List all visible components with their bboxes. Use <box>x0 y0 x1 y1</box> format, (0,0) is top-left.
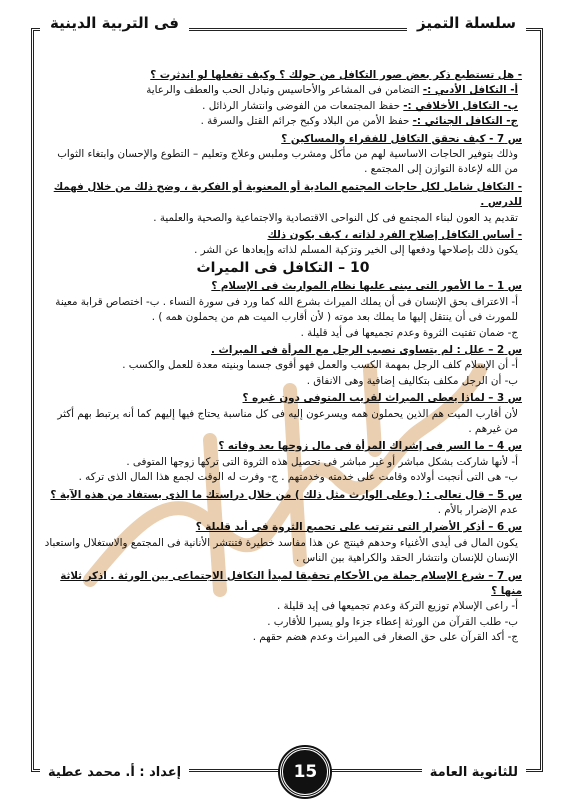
answer-line: يكون المال فى أيدى الأغنياء وحدهم فينتج عن هذا مفاسد خطيرة فتنتشر الأنانية فى المجتمع والاستغلال واستعباد الإنسان للإنسان وانتشار الحقد والكراهية بين الناس . <box>44 536 518 565</box>
answer-line: عدم الإضرار بالأم . <box>437 503 518 516</box>
answer-line: ج- ضمان تفتيت الثروة وعدم تجميعها فى أيد قليلة . <box>300 326 518 339</box>
question-line: س 7 – شرع الإسلام جملة من الأحكام تحقيقا لمبدأ التكافل الاجتماعى بين الورثة . اذكر ثلاثة منها ؟ <box>60 569 522 597</box>
answer-text: التضامن فى المشاعر والأحاسيس وتبادل الحب والعطف والرعاية <box>146 84 423 97</box>
answer-line: ب- أن الرجل مكلف بتكاليف إضافية وهى الانفاق . <box>306 374 518 387</box>
answer-line: أ- الاعتراف بحق الإنسان فى أن يملك الميراث بشرع الله كما ورد فى سورة النساء . ب- اختصاص قرابة معينة للمورث فى أن ينتقل إليها ما يملك بعد موته ( لأن أقارب الميت هم من يحملون همه ) . <box>55 295 518 324</box>
question-line: س 2 – علل : لم يتساوى نصيب الرجل مع المرأة فى الميراث . <box>211 343 522 356</box>
answer-line: ب- طلب القرآن من الورثة إعطاء جزءا ولو يسيرا للأقارب . <box>267 615 518 628</box>
answer-line: لأن أقارب الميت هم الذين يحملون همه ويسرعون إليه فى كل مناسبة يحتاج فيها إليهم كما أنه يرتبط بهم أكثر من غيرهم . <box>57 407 518 435</box>
audience-label: للثانوية العامة <box>422 765 526 780</box>
answer-line: أ- أن الإسلام كلف الرجل بمهمة الكسب والعمل فهو أقوى جسما وبنيته معدة للعمل والكسب . <box>122 359 518 372</box>
answer-line: ج- أكد القرآن على حق الصغار فى الميراث وعدم هضم حقهم . <box>252 631 518 644</box>
answer-line <box>44 114 518 129</box>
page-content <box>44 66 522 646</box>
question-line: - هل تستطيع ذكر بعض صور التكافل من حولك ؟ وكيف تفعلها لو اندثرت ؟ <box>150 69 522 81</box>
answer-text: حفظ المجتمعات من الفوضى وانتشار الرذائل . <box>202 99 404 112</box>
author-credit: إعداد : أ. محمد عطية <box>40 765 189 780</box>
answer-line: وذلك بتوفير الحاجات الاساسية لهم من مأكل ومشرب وملبس وعلاج وتعليم – التطوع والإحسان وابتغاء الثواب من الله لإعادة التوازن إلى المجتمع . <box>57 148 518 176</box>
answer-line <box>44 99 518 114</box>
answer-line: أ- لأنها شاركت بشكل مباشر أو غير مباشر فى تحصيل هذه الثروة التى تركها زوجها المتوفى . <box>126 455 518 468</box>
subject-title: فى التربية الدينية <box>40 14 189 32</box>
question-line: س 1 – ما الأمور التى يبنى عليها نظام المواريث فى الإسلام ؟ <box>211 280 522 293</box>
section-title: 10 – التكافل فى الميراث <box>196 259 370 276</box>
answer-term: ب- التكافل الأخلاقي :- <box>403 99 518 112</box>
questions-section <box>44 279 522 645</box>
answer-line: أ- راعى الإسلام توزيع التركة وعدم تجميعها فى إيد قليلة . <box>276 600 518 613</box>
question-line: س 6 – أذكر الأضرار التى تترتب على تجميع الثروة فى أيد قليلة ؟ <box>195 521 522 534</box>
question-line: - التكافل شامل لكل حاجات المجتمع المادية أو المعنوية أو الفكرية ، وضح ذلك من خلال فهمك للدرس . <box>53 180 522 209</box>
question-line: س 7 - كيف نحقق التكافل للفقراء والمساكين ؟ <box>281 132 522 145</box>
answer-line: يكون ذلك بإصلاحها ودفعها إلى الخير وتزكية المسلم لذاته وإبعادها عن الشر . <box>194 244 518 257</box>
question-line: - أساس التكافل إصلاح الفرد لذاته ، كيف يكون ذلك <box>267 229 522 242</box>
question-line: س 5 – قال تعالى : ( وعلى الوارث مثل ذلك ) من خلال دراستك ما الذى يستفاد من هذه الآية ؟ <box>50 488 522 501</box>
answer-line: ب- هى التى أنجبت أولاده وقامت على خدمته وخدمتهم . ج- وفرت له الوقت لجمع هذا المال الذى تركه . <box>78 471 518 484</box>
answer-term: أ- التكافل الأدبي :- <box>422 84 518 97</box>
question-line: س 4 – ما السر فى إشراك المرأة فى مال زوجها بعد وفاته ؟ <box>218 440 522 453</box>
question-line: س 3 – لماذا يعطى الميراث لقريب المتوفى دون غيره ؟ <box>242 392 522 405</box>
intro-section <box>44 68 522 259</box>
answer-line: تقديم يد العون لبناء المجتمع فى كل النواحى الاقتصادية والاجتماعية والصحية والعلمية . <box>153 211 518 224</box>
answer-term: ج- التكافل الجنائي :- <box>412 115 518 128</box>
page-footer <box>40 750 526 794</box>
series-title: سلسلة التميز <box>407 14 526 32</box>
page-header <box>40 10 526 36</box>
answer-line <box>44 83 518 98</box>
page-number: 15 <box>280 747 330 797</box>
answer-text: حفظ الأمن من البلاد وكبح جرائم القتل والسرقة . <box>200 115 413 128</box>
